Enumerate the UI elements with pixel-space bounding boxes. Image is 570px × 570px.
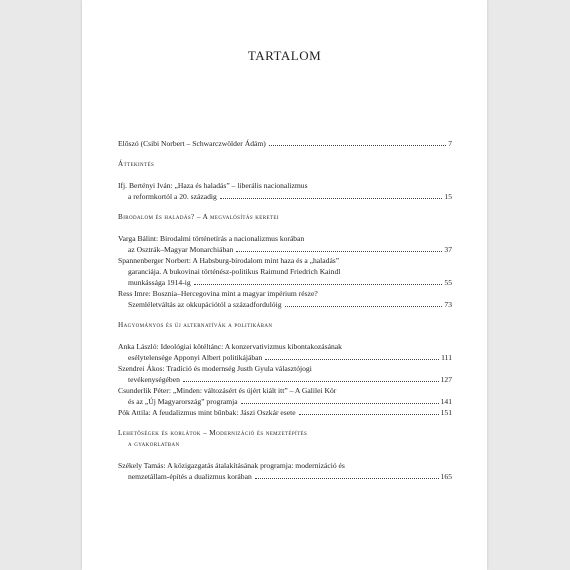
toc-entry-text: Szendrei Ákos: Tradíció és modernség Justh Gyula választójogi (118, 364, 312, 373)
leader-dots (299, 414, 439, 415)
toc-entry-text: esélytelensége Apponyi Albert politikájában (128, 353, 263, 362)
toc-section-heading (118, 320, 452, 331)
leader-dots (285, 306, 443, 307)
leader-dots (269, 145, 446, 146)
leader-dots (255, 478, 439, 479)
toc-entry-text: Csunderlik Péter: „Minden: változásért és újért kiált itt” – A Galilei Kör (118, 386, 337, 395)
toc-entry-text: Varga Bálint: Birodalmi történetírás a nacionalizmus korában (118, 234, 305, 243)
toc-section-heading (118, 212, 452, 223)
table-of-contents (118, 138, 452, 482)
section-title: Hagyományos és új alternatívák a politikában (118, 321, 273, 329)
toc-page-number: 7 (448, 139, 452, 148)
toc-page-number: 127 (440, 375, 452, 384)
toc-entry-text: nemzetállam-építés a dualizmus korában (128, 472, 252, 481)
toc-entry-text: az Osztrák–Magyar Monarchiában (128, 245, 234, 254)
toc-entry (118, 255, 452, 288)
toc-entry-text: a reformkortól a 20. századig (128, 192, 217, 201)
toc-entry-text: garanciája. A bukovinai történész-politikus Raimund Friedrich Kaindl (128, 267, 341, 276)
leader-dots (265, 359, 439, 360)
toc-entry-text: Székely Tamás: A közigazgatás átalakításának programja: modernizáció és (118, 461, 345, 470)
toc-page-number: 15 (444, 192, 452, 201)
toc-entry-text: Anka László: Ideológiai kötéltánc: A konzervativizmus kibontakozásának (118, 342, 342, 351)
leader-dots (241, 403, 439, 404)
toc-entry (118, 233, 452, 255)
toc-entry-text: munkássága 1914-ig (128, 278, 191, 287)
toc-entry-text: Pók Attila: A feudalizmus mint bűnbak: Jászi Oszkár esete (118, 408, 296, 417)
toc-entry (118, 138, 452, 149)
leader-dots (236, 251, 442, 252)
toc-page-number: 111 (441, 353, 452, 362)
toc-page-number: 73 (444, 300, 452, 309)
section-title: Áttekintés (118, 160, 155, 168)
toc-page-number: 165 (440, 472, 452, 481)
toc-entry-text: Előszó (Csibi Norbert – Schwarczwölder Ádám) (118, 139, 266, 148)
toc-entry (118, 407, 452, 418)
section-title: a gyakorlatban (128, 440, 180, 448)
toc-entry-text: Szemléletváltás az okkupációtól a századfordulóig (128, 300, 282, 309)
section-title: Birodalom és haladás? – A megvalósítás keretei (118, 213, 279, 221)
toc-entry (118, 363, 452, 385)
toc-entry-text: Spannenberger Norbert: A Habsburg-birodalom mint haza és a „haladás” (118, 256, 340, 265)
toc-page-number: 141 (440, 397, 452, 406)
toc-entry-text: tevékenységében (128, 375, 180, 384)
toc-entry-text: Ress Imre: Bosznia–Hercegovina mint a magyar impérium része? (118, 289, 318, 298)
page-title: TARTALOM (247, 48, 322, 63)
toc-entry (118, 385, 452, 407)
toc-section-heading (118, 428, 452, 450)
toc-entry-text: Ifj. Bertényi Iván: „Haza és haladás” – liberális nacionalizmus (118, 181, 308, 190)
section-title: Lehetőségek és korlátok – Modernizáció és nemzetépítés (118, 429, 308, 437)
leader-dots (194, 284, 443, 285)
leader-dots (183, 381, 439, 382)
toc-entry (118, 288, 452, 310)
toc-page-number: 37 (444, 245, 452, 254)
toc-section-heading (118, 159, 452, 170)
leader-dots (220, 198, 443, 199)
toc-entry (118, 341, 452, 363)
toc-entry (118, 180, 452, 202)
toc-page-number: 151 (440, 408, 452, 417)
toc-entry (118, 460, 452, 482)
book-page (82, 0, 487, 570)
toc-page-number: 55 (444, 278, 452, 287)
toc-entry-text: és az „Új Magyarország” programja (128, 397, 238, 406)
